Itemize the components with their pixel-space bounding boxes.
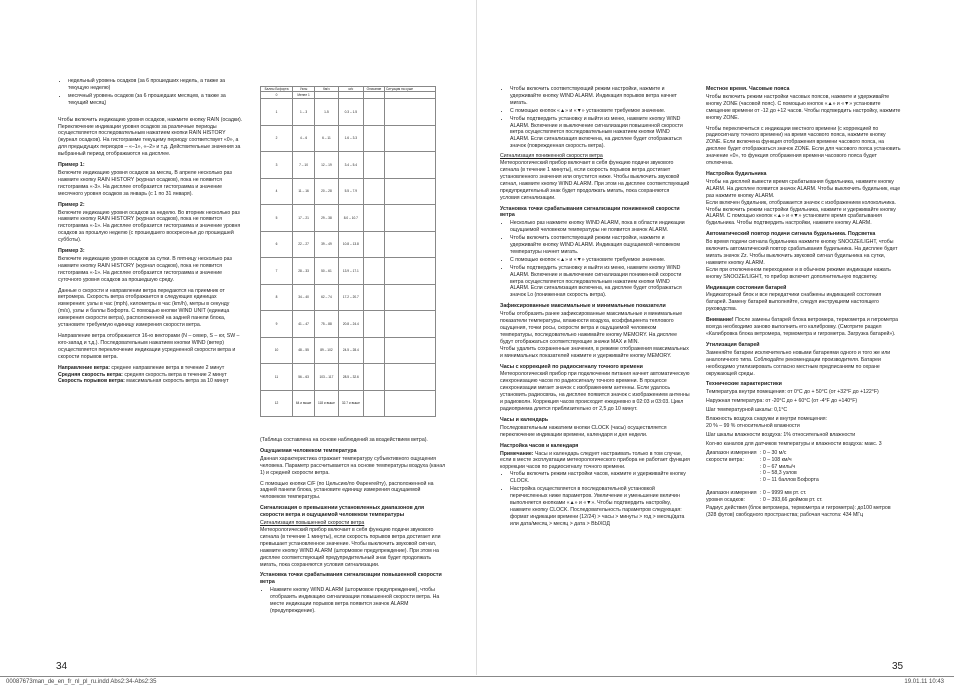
table-cell: Менее 1 xyxy=(293,92,315,99)
footer-rule xyxy=(0,676,954,677)
high-wind-subtitle: Сигнализация повышенной скорости ветра xyxy=(260,520,365,527)
list-item: • Чтобы включить соответствующий режим настройки, нажмите и удерживайте кнопку WIND ALARM. Индикация порывов ветра начнет мигать. xyxy=(510,86,690,107)
table-header-cell: Км/ч xyxy=(315,87,339,92)
table-cell xyxy=(363,99,384,126)
table-cell xyxy=(385,92,436,99)
table-cell: 8 xyxy=(261,284,293,311)
table-header-cell: м/с xyxy=(338,87,363,92)
list-item: • недельный уровень осадков (за 6 прошедших недель, а также за текущую неделю) xyxy=(68,78,244,92)
minmax-clear-text: Чтобы удалить сохраненные значения, в режиме отображения максимальных и минимальных показателей нажмите и удерживайте кнопку MEMORY. xyxy=(500,345,689,359)
direction-text: Направление ветра отображается 16-ю векторами (N – север, S – юг, SW – юго-запад и т.д.). Последовательным нажатием кнопки WIND (ветер) осуществляется переключение индикации усредненной скорости ветра и скорости порывов ветра. xyxy=(58,333,240,360)
list-item: • Нажмите кнопку WIND ALARM (штормовое предупреждение), чтобы отобразить индикацию сигнализации повышенной скорости ветра. На месте индикации порывов ветра появится значок ALARM (предупреждение). xyxy=(270,587,446,615)
table-cell: 13.9 – 17.1 xyxy=(338,258,363,285)
table-cell xyxy=(385,231,436,258)
high-wind-steps xyxy=(500,86,690,150)
beaufort-table-wrap xyxy=(260,86,440,417)
radio-clock-text: Метеорологический прибор при подключении питания начнет автоматическую синхронизацию часов по радиосигналу точного времени. В процессе синхронизации мигает значок с изображением антенны. Если удалось установить радиосвязь, на дисплее появится значок с изображением антенны и радиоволн. Коррекция часов происходит ежедневно в 02:03 и 03:03. Цикл радиоприема длится приблизительно от 2,5 до 10 минут. xyxy=(500,371,690,412)
table-row xyxy=(261,178,436,205)
table-cell xyxy=(385,337,436,364)
temp-unit-text: С помощью кнопки C/F (по Цельсию/по Фаренгейту), расположенной на задней панели блока, установите единицу измерения ощущаемой человеком температуры. xyxy=(260,480,434,501)
low-wind-set-title: Установка точки срабатывания сигнализации пониженной скорости ветра xyxy=(500,205,680,219)
page-number-right: 35 xyxy=(892,661,904,672)
table-row xyxy=(261,284,436,311)
table-cell: 28.5 – 32.6 xyxy=(338,364,363,391)
table-cell xyxy=(363,284,384,311)
battery-disposal-text: Заменяйте батареи исключительно новыми батареями одного и того же или аналогичного типа. Соблюдайте рекомендации производителя. Батареи необходимо утилизировать согласно местным предписаниям по охране окружающей среды. xyxy=(706,349,891,377)
table-header-cell: Баллы Бофорта xyxy=(261,87,293,92)
low-wind-subtitle: Сигнализация пониженной скорости ветра xyxy=(500,153,603,160)
gust-line: Скорость порывов ветра: максимальная скорость ветра за 10 минут xyxy=(58,378,229,385)
avg-direction-line: Направление ветра: среднее направление ветра в течение 2 минут xyxy=(58,364,225,371)
table-cell xyxy=(385,99,436,126)
table-cell xyxy=(385,178,436,205)
table-cell xyxy=(363,152,384,179)
spec-line: 20 % – 99 % относительной влажности xyxy=(706,422,800,429)
spec-line: Шаг шкалы влажности воздуха: 1% относительной влажности xyxy=(706,431,856,438)
radio-range-spec: Радиус действия (блок ветромера, термометра и гигрометра): до100 метров (328 футов) свободного пространства; рабочая частота: 434 МГц xyxy=(706,505,891,518)
timezone-text-2: Чтобы переключиться с индикации местного времени (с коррекцией по радиосигналу точного времени) на время часового пояса, нажмите кнопку ZONE. Если включена функция отображения времени часового пояса, на дисплее будет отображаться значок ZONE. Если для часового пояса установить значение «0», то функция отображения времени часового пояса будет отключена. xyxy=(706,125,901,167)
spec-line: Шаг температурной шкалы: 0,1°C xyxy=(706,407,788,414)
table-cell: 1 – 3 xyxy=(293,99,315,126)
example-3-title: Пример 3: xyxy=(58,248,85,255)
table-cell: 11 – 16 xyxy=(293,178,315,205)
list-item: • С помощью кнопок «▲» и «▼» установите требуемое значение. xyxy=(510,257,690,264)
calendar-note: Примечание: Часы и календарь следует настраивать только в том случае, если в месте эксплуатации метеорологического прибора не работает функция коррекции часов по радиосигналу точного времени. xyxy=(500,450,690,471)
table-header-row xyxy=(261,87,436,92)
table-row xyxy=(261,364,436,391)
rain-bullet-list xyxy=(58,78,244,107)
table-cell: 3 xyxy=(261,152,293,179)
feels-like-text: Данная характеристика отражает температуру субъективного ощущения человека. Параметр рассчитывается на основе температуры воздуха (канал 1) и средней скорости ветра. xyxy=(260,455,446,476)
list-item: • Настройка осуществляется в последовательной установкой перечисленных ниже параметров. Увеличение и уменьшение величин выполняется кнопками «▲» и «▼». Чтобы подтвердить настройку, нажмите кнопку CLOCK. Последовательность параметров следующая: формат индикации времени (12/24) > часы > минуты > год > месяц/дата или дата/месяц > месяц > дата > ВЫХОД xyxy=(510,486,690,527)
alarm-section-title: Сигнализация о превышении установленных диапазонов для скорости ветра и ощущаемой человеком температуры xyxy=(260,505,425,519)
table-cell: 8.0 – 10.7 xyxy=(338,205,363,232)
table-cell: 10.8 – 13.8 xyxy=(338,231,363,258)
low-wind-text: Метеорологический прибор включает в себя функцию подачи звукового сигнала (в течение 1 минуты), если скорость порывов ветра достигает установленного значения или опустится ниже. Чтобы выключить звуковой сигнал, нажмите кнопку WIND ALARM. При этом на дисплее соответствующий предупредительный знак будет продолжать мигать, пока сохраняются условия сигнализации. xyxy=(500,160,690,201)
example-2-text: Включите индикацию уровня осадков за неделю. Во вторник несколько раз нажмите кнопку RAIN HISTORY (журнал осадков), пока не появится гистограмма «-1». На дисплее отобразится гистограмма и значение уровня осадков за прошлую неделю (с прошедшего воскресенья до прошедшей субботы). xyxy=(58,209,241,244)
low-wind-steps xyxy=(500,220,690,299)
table-cell: 118 и выше xyxy=(315,390,339,417)
table-row xyxy=(261,205,436,232)
page-fold xyxy=(476,0,477,675)
table-cell: 17 – 21 xyxy=(293,205,315,232)
table-cell: 4 – 6 xyxy=(293,125,315,152)
calendar-title: Часы и календарь xyxy=(500,416,549,423)
table-cell xyxy=(338,92,363,99)
example-1-title: Пример 1: xyxy=(58,162,85,169)
table-cell xyxy=(385,284,436,311)
table-cell: 103 – 117 xyxy=(315,364,339,391)
right-column-1 xyxy=(500,86,690,530)
table-cell: 20 – 28 xyxy=(315,178,339,205)
table-cell: 9 xyxy=(261,311,293,338)
example-3-text: Включите индикацию уровня осадков за сутки. В пятницу несколько раз нажмите кнопку RAIN HISTORY (журнал осадков), пока не появится гистограмма «-1». На дисплее отобразится гистограмма и значение суточного уровня осадков за прошедшую среду. xyxy=(58,255,232,283)
table-cell: 3.4 – 5.4 xyxy=(338,152,363,179)
table-row xyxy=(261,337,436,364)
table-row xyxy=(261,125,436,152)
rain-range-values: : 0 – 9999 мм рт. ст. : 0 – 393,66 дюймов рт. ст. xyxy=(760,490,823,504)
spec-line: Кол-во каналов для датчиков температуры и влажности воздуха: макс. 3 xyxy=(706,440,882,447)
footer-filename: 00087673man_de_en_fr_nl_pl_ru.indd Abs2:34-Abs2:35 xyxy=(6,679,157,685)
table-cell: 10 xyxy=(261,337,293,364)
battery-disposal-title: Утилизация батарей xyxy=(706,341,760,348)
avg-speed-line: Средняя скорость ветра: средняя скорость ветра в течение 2 минут xyxy=(58,371,227,378)
high-wind-text: Метеорологический прибор включает в себя функцию подачи звукового сигнала (в течение 1 минуты), если скорость порывов ветра достигает или превышает установленное значение. Чтобы выключить звуковой сигнал, нажмите кнопку WIND ALARM (штормовое предупреждение). При этом на дисплее соответствующий предупредительный знак будет продолжать мигать, пока сохраняются условия сигнализации. xyxy=(260,526,441,568)
table-cell xyxy=(315,92,339,99)
table-cell xyxy=(385,152,436,179)
table-row xyxy=(261,311,436,338)
timezone-title: Местное время. Часовые пояса xyxy=(706,86,790,92)
page-number-left: 34 xyxy=(56,661,68,672)
table-cell: 12 – 19 xyxy=(315,152,339,179)
table-cell: 22 – 27 xyxy=(293,231,315,258)
wind-range-values: : 0 – 30 м/с : 0 – 108 км/ч : 0 – 67 миль/ч : 0 – 58,3 узлов : 0 – 11 баллов Бофорта xyxy=(760,449,819,484)
table-header-cell: Узлы xyxy=(293,87,315,92)
calendar-steps xyxy=(500,471,690,527)
calendar-set-title: Настройка часов и календаря xyxy=(500,442,579,449)
table-cell: 2 xyxy=(261,125,293,152)
table-cell xyxy=(363,231,384,258)
table-cell: 32.7 и выше xyxy=(338,390,363,417)
table-cell: 28 – 33 xyxy=(293,258,315,285)
list-item: • Чтобы подтвердить установку и выйти из меню, нажмите кнопку WIND ALARM. Включение и выключение сигнализации пониженной скорости ветра осуществляется последовательным нажатием кнопки WIND ALARM. Если сигнализация включена, на дисплее будет отображаться значок Lo (пониженная скорость ветра). xyxy=(510,265,690,300)
table-cell xyxy=(363,390,384,417)
example-2-title: Пример 2: xyxy=(58,201,85,208)
rain-range-spec xyxy=(706,490,902,504)
table-cell xyxy=(363,258,384,285)
spec-line: Влажность воздуха снаружи и внутри помещения: xyxy=(706,416,828,423)
table-cell: 12 xyxy=(261,390,293,417)
spec-line: Наружная температура: от -20°C до + 60°C (от -4°F до +140°F) xyxy=(706,398,858,405)
table-cell: 41 – 47 xyxy=(293,311,315,338)
table-cell: 39 – 49 xyxy=(315,231,339,258)
table-cell xyxy=(363,311,384,338)
table-cell: 4 xyxy=(261,178,293,205)
rain-intro: Чтобы включить индикацию уровня осадков, нажмите кнопку RAIN (осадки). Переключение индикации уровня осадков за различные периоды осуществляется последовательным нажатием кнопки RAIN HISTORY (журнал осадков). На гистограмме текущему периоду соответствует «0», а для предыдущих периодов – «–1», «–2» и т.д. Действительные значения за выбранный период отображаются на дисплее. xyxy=(58,116,243,158)
table-cell xyxy=(385,125,436,152)
timezone-text: Чтобы включить режим настройки часовых поясов, нажмите и удерживайте кнопку ZONE (часовой пояс). С помощью кнопок «▲» и «▼» установите смещение времени от -12 до +12 часов. Чтобы подтвердить настройку, нажмите кнопку ZONE. xyxy=(706,93,901,121)
table-cell xyxy=(363,92,384,99)
high-wind-set-list xyxy=(260,587,446,615)
table-cell: 0.3 – 1.5 xyxy=(338,99,363,126)
table-cell xyxy=(363,364,384,391)
table-cell: 29 – 38 xyxy=(315,205,339,232)
table-cell xyxy=(363,178,384,205)
table-cell: 20.8 – 24.4 xyxy=(338,311,363,338)
table-cell: 89 – 102 xyxy=(315,337,339,364)
right-column-2 xyxy=(706,86,902,523)
list-item: • Чтобы подтвердить установку и выйти из меню, нажмите кнопку WIND ALARM. Включение и выключение сигнализации повышенной скорости ветра осуществляется последовательным нажатием кнопки WIND ALARM. Если сигнализация включена, на дисплее будет отображаться значок (поврежденная скорость ветра). xyxy=(510,116,690,151)
table-cell xyxy=(385,390,436,417)
wind-range-label: Диапазон измерения скорости ветра: xyxy=(706,449,757,463)
minmax-title: Зафиксированные максимальные и минимальные показатели xyxy=(500,303,666,310)
wind-range-spec xyxy=(706,450,902,485)
table-caption: (Таблица составлена на основе наблюдений за воздействием ветра). xyxy=(260,437,428,443)
alarm-text: Чтобы на дисплей вывести время срабатывания будильника, нажмите кнопку ALARM. На дисплее появится значок ALARM. Чтобы выключить будильник, еще раз нажмите кнопку ALARM. xyxy=(706,178,901,199)
table-row xyxy=(261,92,436,99)
table-cell xyxy=(385,311,436,338)
table-cell: 7 – 10 xyxy=(293,152,315,179)
beaufort-table xyxy=(260,86,436,417)
table-cell: 1 xyxy=(261,99,293,126)
footer-timestamp: 19.01.11 10:43 xyxy=(904,679,944,685)
alarm-text-2: Если включен будильник, отображается значок с изображением колокольчика. Чтобы включить режим настройки будильника, нажмите и удерживайте кнопку ALARM. С помощью кнопок «▲» и «▼» установите время срабатывания будильника. Чтобы подтвердить настройки, нажмите кнопку ALARM. xyxy=(706,199,896,227)
table-cell xyxy=(385,258,436,285)
battery-indicator-text: Индикаторный блок и все передатчики снабжены индикацией состояния батарей. Замену батарей выполняйте, следуя инструкциям настоящего руководства. xyxy=(706,292,882,313)
table-cell: 24.5 – 28.4 xyxy=(338,337,363,364)
list-item: • Чтобы включить соответствующий режим настройки, нажмите и удерживайте кнопку WIND ALARM. Индикация ощущаемой человеком температуры начнет мигать. xyxy=(510,235,690,256)
rain-range-label: Диапазон измерения уровня осадков: xyxy=(706,490,757,504)
table-row xyxy=(261,152,436,179)
table-cell: 5.5 – 7.9 xyxy=(338,178,363,205)
alarm-set-title: Настройка будильника xyxy=(706,170,767,177)
specs-title: Технические характеристики xyxy=(706,381,782,388)
table-cell: 0 xyxy=(261,92,293,99)
radio-clock-title: Часы с коррекцией по радиосигналу точного времени xyxy=(500,363,643,370)
left-column-2 xyxy=(260,437,446,618)
table-cell: 62 – 74 xyxy=(315,284,339,311)
spec-line: Температура внутри помещения: от 0°C до + 50°C (от +32°F до +122°F) xyxy=(706,389,879,396)
battery-indicator-title: Индикация состояния батарей xyxy=(706,284,787,291)
minmax-text: Чтобы отобразить ранее зафиксированные максимальные и минимальные показатели температуры, влажности воздуха, коэффициента теплового ощущения, точки росы, скорости ветра и ощущаемой человеком температуры, последовательно нажимайте кнопку MEMORY. На дисплее будут отображаться соответствующие значки MAX и MIN. xyxy=(500,311,683,345)
table-cell xyxy=(363,125,384,152)
table-cell: 17.2 – 20.7 xyxy=(338,284,363,311)
table-cell: 75 – 88 xyxy=(315,311,339,338)
table-header-cell: Описание xyxy=(363,87,384,92)
table-cell: 1.6 – 3.3 xyxy=(338,125,363,152)
table-cell xyxy=(363,205,384,232)
table-cell: 56 – 63 xyxy=(293,364,315,391)
table-cell: 34 – 40 xyxy=(293,284,315,311)
list-item: • Чтобы включить режим настройки часов, нажмите и удерживайте кнопку CLOCK. xyxy=(510,471,690,485)
feels-like-title: Ощущаемая человеком температура xyxy=(260,447,357,454)
table-cell: 6 – 11 xyxy=(315,125,339,152)
snooze-text-2: Если при отключенном переходнике и в обычном режиме индикации нажать кнопку SNOOZE/LIGHT, то прибор включит дополнительную подсветку. xyxy=(706,266,891,280)
table-row xyxy=(261,390,436,417)
list-item: • месячный уровень осадков (за 6 прошедших месяцев, а также за текущий месяц) xyxy=(68,93,244,107)
table-cell: 50 – 61 xyxy=(315,258,339,285)
table-header-cell: Ситуация на суше xyxy=(385,87,436,92)
table-row xyxy=(261,99,436,126)
table-cell: 48 – 55 xyxy=(293,337,315,364)
table-cell xyxy=(385,364,436,391)
snooze-text: Во время подачи сигнала будильника нажмите кнопку SNOOZE/LIGHT, чтобы включить автоматический повтор срабатывания будильника. На дисплее будет мигать значок Zz. Чтобы выключить звуковой сигнал будильника на сутки, нажмите кнопку ALARM. xyxy=(706,239,898,266)
table-cell xyxy=(385,205,436,232)
calendar-text: Последовательным нажатием кнопки CLOCK (часы) осуществляется переключение индикации времени, календаря и дня недели. xyxy=(500,424,667,438)
table-cell: 64 и выше xyxy=(293,390,315,417)
table-cell: 7 xyxy=(261,258,293,285)
high-wind-set-title: Установка точки срабатывания сигнализации повышенной скорости ветра xyxy=(260,572,442,586)
table-cell: 1-5 xyxy=(315,99,339,126)
table-cell xyxy=(363,337,384,364)
example-1-text: Включите индикацию уровня осадков за месяц. В апреле несколько раз нажмите кнопку RAIN HISTORY (журнал осадков), пока не появится гистограмма «-3». На дисплее отобразится гистограмма и значение месячного уровня осадков за январь (с 1 по 31 января). xyxy=(58,169,232,197)
list-item: • С помощью кнопок «▲» и «▼» установите требуемое значение. xyxy=(510,108,690,115)
list-item: • Несколько раз нажмите кнопку WIND ALARM, пока в области индикации ощущаемой человеком температуры не появится значок ALARM. xyxy=(510,220,690,234)
table-row xyxy=(261,258,436,285)
table-cell: 5 xyxy=(261,205,293,232)
snooze-title: Автоматический повтор подачи сигнала будильника. Подсветка xyxy=(706,231,876,238)
table-cell: 11 xyxy=(261,364,293,391)
table-cell: 6 xyxy=(261,231,293,258)
left-column-1 xyxy=(58,78,244,385)
attention-text: Внимание! После замены батарей блока ветромера, термометра и гигрометра всегда необходимо заново выполнить его калибровку. (Смотрите раздел «Калибровка блока ветромера, термометра и гигрометра. Загрузка батарей»). xyxy=(706,317,899,337)
wind-text: Данные о скорости и направлении ветра передаются на приемник от ветромера. Скорость ветра отображается в следующих единицах измерения: узлы в час (mph), километры в час (km/h), метры в секунду (m/s), узлы и баллы Бофорта. С помощью кнопки WIND UNIT (единица измерения скорости ветра), расположенной на задней панели блока, установите требуемую единицу измерения скорости ветра. xyxy=(58,287,230,329)
table-row xyxy=(261,231,436,258)
